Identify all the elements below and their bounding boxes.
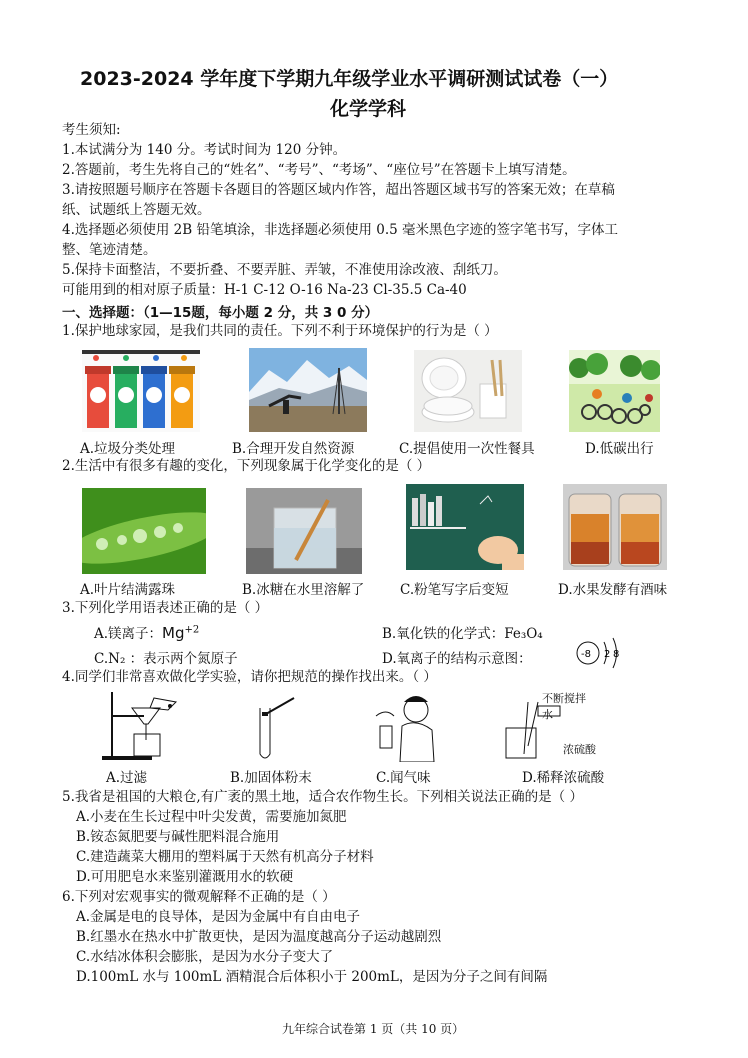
smelling-gas-figure xyxy=(372,690,440,762)
q6-option-c: C.水结冰体积会膨胀，是因为水分子变大了 xyxy=(76,949,334,965)
q3-option-c: C.N₂ ：表示两个氮原子 xyxy=(94,651,238,667)
chalkboard-image xyxy=(406,484,524,570)
q4-option-d: D.稀释浓硫酸 xyxy=(522,770,605,786)
q3-option-a xyxy=(94,622,199,642)
q6-option-d: D.100mL 水与 100mL 酒精混合后体积小于 200mL，是因为分子之间有间隔 xyxy=(76,969,548,985)
q1-option-c: C.提倡使用一次性餐具 xyxy=(399,441,535,457)
notice-item: 1.本试满分为 140 分。考试时间为 120 分钟。 xyxy=(62,142,347,158)
q4-option-b: B.加固体粉末 xyxy=(230,770,312,786)
page-footer: 九年综合试卷第 1 页（共 10 页） xyxy=(282,1022,465,1036)
shell-2-count: 8 xyxy=(613,649,620,660)
label-stir: 不断搅拌 xyxy=(542,692,586,705)
question-2-stem: 2.生活中有很多有趣的变化，下列现象属于化学变化的是（ ） xyxy=(62,458,431,474)
notice-item: 3.请按照题号顺序在答题卡各题目的答题区域内作答，超出答题区域书写的答案无效；在草稿 xyxy=(62,182,615,198)
q2-option-b: B.冰糖在水里溶解了 xyxy=(242,582,365,598)
notice-item: 5.保持卡面整洁，不要折叠、不要弄脏、弄皱，不准使用涂改液、刮纸刀。 xyxy=(62,262,507,278)
question-1-stem: 1.保护地球家园，是我们共同的责任。下列不利于环境保护的行为是（ ） xyxy=(62,323,498,339)
notice-item: 4.选择题必须使用 2B 铅笔填涂，非选择题必须使用 0.5 毫米黑色字迹的签字笔书写，字体工 xyxy=(62,222,619,238)
q1-option-a: A.垃圾分类处理 xyxy=(80,441,176,457)
q6-option-a: A.金属是电的良导体，是因为金属中有自由电子 xyxy=(76,909,361,925)
label-water: 水 xyxy=(542,708,553,721)
garbage-bins-image xyxy=(82,350,200,432)
q3-option-b: B.氧化铁的化学式：Fe₃O₄ xyxy=(382,626,543,642)
test-tube-powder xyxy=(248,694,300,764)
mg-symbol: Mg xyxy=(162,624,185,642)
disposable-tableware-image xyxy=(414,350,522,432)
q5-option-b: B.铵态氮肥要与碱性肥料混合施用 xyxy=(76,829,280,845)
label-conc-acid: 浓硫酸 xyxy=(563,743,596,756)
q3-option-d: D.氧离子的结构示意图： xyxy=(382,651,532,667)
notice-item: 纸、试题纸上答题无效。 xyxy=(62,202,211,218)
q4-option-c: C.闻气味 xyxy=(376,770,431,786)
sugar-dissolving-image xyxy=(246,488,362,574)
oil-field-image xyxy=(249,348,367,432)
notice-heading: 考生须知: xyxy=(62,122,121,138)
fermented-fruit-image xyxy=(563,484,667,570)
filtration-apparatus xyxy=(98,690,188,762)
q3-option-a-label: A.镁离子： xyxy=(94,626,163,642)
q6-option-b: B.红墨水在热水中扩散更快，是因为温度越高分子运动越剧烈 xyxy=(76,929,442,945)
q5-option-c: C.建造蔬菜大棚用的塑料属于天然有机高分子材料 xyxy=(76,849,374,865)
atomic-masses: 可能用到的相对原子质量：H-1 C-12 O-16 Na-23 Cl-35.5 Ca-40 xyxy=(62,282,467,298)
subject-title: 化学学科 xyxy=(330,98,407,120)
q2-option-c: C.粉笔写字后变短 xyxy=(400,582,509,598)
q1-option-d: D.低碳出行 xyxy=(585,441,654,457)
question-6-stem: 6.下列对宏观事实的微观解释不正确的是（ ） xyxy=(62,889,336,905)
oxygen-ion-diagram xyxy=(572,626,630,672)
q5-option-a: A.小麦在生长过程中叶尖发黄，需要施加氮肥 xyxy=(76,809,347,825)
q2-option-a: A.叶片结满露珠 xyxy=(80,582,176,598)
q1-option-b: B.合理开发自然资源 xyxy=(232,441,355,457)
nucleus-charge: -8 xyxy=(581,649,591,660)
notice-item: 2.答题前，考生先将自己的“姓名”、“考号”、“考场”、“座位号”在答题卡上填写清楚。 xyxy=(62,162,576,178)
notice-item: 整、笔迹清楚。 xyxy=(62,242,157,258)
shell-1-count: 2 xyxy=(604,649,611,660)
question-3-stem: 3.下列化学用语表述正确的是（ ） xyxy=(62,600,269,616)
mg-charge: +2 xyxy=(184,624,200,636)
q4-option-a: A.过滤 xyxy=(106,770,148,786)
dew-leaf-image xyxy=(82,488,206,574)
question-4-stem: 4.同学们非常喜欢做化学实验，请你把规范的操作找出来。（ ） xyxy=(62,669,437,685)
question-5-stem: 5.我省是祖国的大粮仓,有广袤的黑土地，适合农作物生长。下列相关说法正确的是（ ） xyxy=(62,789,583,805)
cycling-image xyxy=(569,350,660,432)
q2-option-d: D.水果发酵有酒味 xyxy=(558,582,668,598)
page-title: 2023-2024 学年度下学期九年级学业水平调研测试试卷（一） xyxy=(80,68,619,90)
section-heading: 一、选择题：（1—15题，每小题 2 分，共 3 0 分） xyxy=(62,305,379,321)
q5-option-d: D.可用肥皂水来鉴别灌溉用水的软硬 xyxy=(76,869,294,885)
